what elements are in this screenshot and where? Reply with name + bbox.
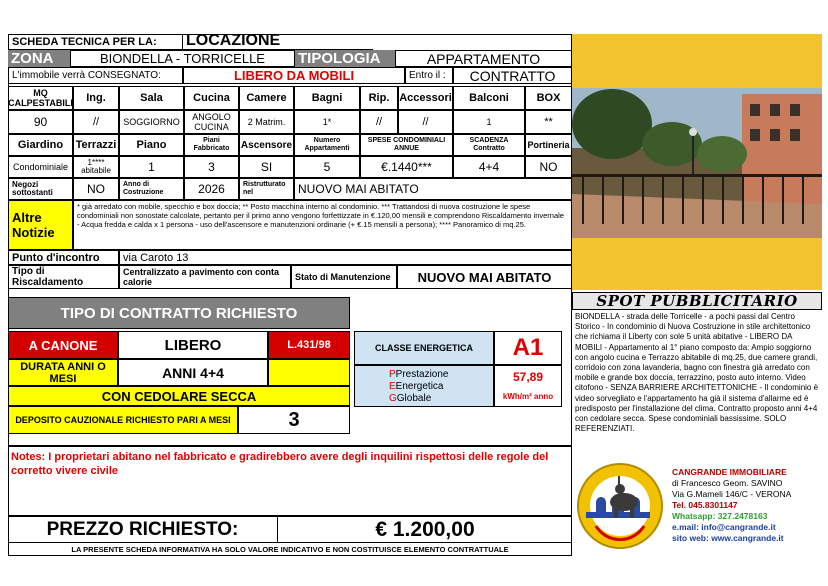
hdr-terrazzi: Terrazzi (73, 134, 119, 156)
zona-value: BIONDELLA - TORRICELLE (70, 50, 295, 67)
durata-label: DURATA ANNI O MESI (8, 359, 118, 386)
hdr-sala: Sala (119, 86, 184, 110)
negozi-value: NO (73, 178, 119, 200)
riscaldamento-label: Tipo di Riscaldamento (8, 265, 119, 289)
zona-label: ZONA (8, 50, 70, 67)
prestazione-line2: Energetica (395, 381, 444, 392)
val-scadenza: 4+4 (453, 156, 525, 178)
spot-title: SPOT PUBBLICITARIO (572, 292, 822, 310)
val-box: ** (525, 110, 572, 134)
incontro-label: Punto d'incontro (8, 250, 119, 265)
agency-logo (576, 462, 664, 550)
val-numero-appartamenti: 5 (294, 156, 360, 178)
legge-badge: L.431/98 (268, 331, 350, 359)
hdr-piano: Piano (119, 134, 184, 156)
cedolare-banner: CON CEDOLARE SECCA (8, 386, 350, 406)
hdr-balconi: Balconi (453, 86, 525, 110)
agency-address: Via G.Mameli 146/C - VERONA (672, 489, 792, 499)
agency-name: CANGRANDE IMMOBILIARE (672, 467, 787, 477)
durata-value: ANNI 4+4 (118, 359, 268, 386)
stato-value: NUOVO MAI ABITATO (397, 265, 572, 289)
val-camere: 2 Matrim. (239, 110, 294, 134)
val-mq: 90 (8, 110, 73, 134)
val-sala: SOGGIORNO (119, 110, 184, 134)
prestazione-line1: Prestazione (395, 369, 449, 380)
tipologia-label: TIPOLOGIA (295, 50, 395, 67)
val-accessori: // (398, 110, 453, 134)
val-spese: €.1440*** (360, 156, 453, 178)
hdr-cucina: Cucina (184, 86, 239, 110)
hdr-camere: Camere (239, 86, 294, 110)
val-ascensore: SI (239, 156, 294, 178)
prestazione-unit: kWh/m² anno (502, 391, 554, 401)
prestazione-line3: Globale (396, 393, 432, 404)
ristrutturato-value: NUOVO MAI ABITATO (294, 178, 572, 200)
anno-label: Anno di Costruzione (119, 178, 184, 200)
hdr-giardino: Giardino (8, 134, 73, 156)
entro-value: CONTRATTO (453, 67, 572, 84)
stato-label: Stato di Manutenzione (291, 265, 397, 289)
hdr-ascensore: Ascensore (239, 134, 294, 156)
ristrutturato-label: Ristrutturato nel (239, 178, 294, 200)
spot-text: BIONDELLA - strada delle Torricelle - a pochi passi dal Centro Storico - In condominio di Nuova Costruzione in stile architettonico che richiama il Liberty con sole 5 unità abitative - LIBERO DA MOBILI - Appartamento al 1° piano composto da: Ampio soggiorno con angolo cucina e Terrazzo abitabile di mq.25, due camere grandi, corridoio con zona lavanderia, bagno con finestra già arredato con mobile e grande box doccia, terrazzino, posto auto interno. Video citofono - SENZA BARRIERE ARCHITETTONICHE - Il condominio è video sorvegliato e l'appartamento ha già il sistema d'allarme ed è predisposto per l'installazione del clima. Contratto proposto anni 4+4 con cedolare secca. Spese condominiali bassissime. SOLO REFERENZIATI. (575, 312, 819, 434)
hdr-portineria: Portineria (525, 134, 572, 156)
anno-value: 2026 (184, 178, 239, 200)
val-piani-fabbricato: 3 (184, 156, 239, 178)
agency-website[interactable]: sito web: www.cangrande.it (672, 533, 784, 543)
classe-energetica-value: A1 (494, 331, 562, 365)
agency-email[interactable]: e.mail: info@cangrande.it (672, 522, 776, 532)
hdr-scadenza: SCADENZA Contratto (453, 134, 525, 156)
altre-notizie-label: Altre Notizie (8, 200, 73, 250)
deposito-value: 3 (238, 406, 350, 434)
entro-label: Entro il : (405, 67, 453, 84)
classe-energetica-label: CLASSE ENERGETICA (354, 331, 494, 365)
hdr-accessori: Accessori (398, 86, 453, 110)
val-cucina: ANGOLO CUCINA (184, 110, 239, 134)
val-piano: 1 (119, 156, 184, 178)
deposito-label: DEPOSITO CAUZIONALE RICHIESTO PARI A MESI (8, 406, 238, 434)
hdr-ing: Ing. (73, 86, 119, 110)
incontro-value: via Caroto 13 (119, 250, 572, 265)
prestazione-value: 57,89 (512, 370, 544, 384)
val-giardino: Condominiale (8, 156, 73, 178)
val-bagni: 1* (294, 110, 360, 134)
property-photo (572, 34, 822, 290)
disclaimer: LA PRESENTE SCHEDA INFORMATIVA HA SOLO VALORE INDICATIVO E NON COSTITUISCE ELEMENTO CONTRATTUALE (8, 542, 572, 556)
durata-extra (268, 359, 350, 386)
agency-tel: Tel. 045.8301147 (672, 500, 738, 510)
val-portineria: NO (525, 156, 572, 178)
agency-whatsapp: Whatsapp: 327.2478163 (672, 511, 768, 521)
agency-owner: di Francesco Geom. SAVINO (672, 478, 783, 488)
canone-label: A CANONE (8, 331, 118, 359)
consegnato-label: L'immobile verrà CONSEGNATO: (8, 67, 183, 84)
hdr-mq: MQ CALPESTABILI (8, 88, 73, 108)
negozi-label: Negozi sottostanti (8, 178, 73, 200)
contratto-title: TIPO DI CONTRATTO RICHIESTO (8, 297, 350, 329)
prestazione-label: PPrestazione EEnergetica GGlobale (354, 365, 494, 407)
val-balconi: 1 (453, 110, 525, 134)
hdr-rip: Rip. (360, 86, 398, 110)
val-rip: // (360, 110, 398, 134)
tipologia-value: APPARTAMENTO (395, 50, 572, 67)
scheda-label: SCHEDA TECNICA PER LA: (8, 34, 183, 50)
hdr-bagni: Bagni (294, 86, 360, 110)
prestazione-value-box (494, 365, 562, 407)
hdr-piani-fabbricato: Piani Fabbricato (184, 134, 239, 156)
prezzo-value: € 1.200,00 (278, 515, 572, 542)
hdr-box: BOX (525, 86, 572, 110)
prezzo-label: PREZZO RICHIESTO: (8, 515, 278, 542)
hdr-spese: SPESE CONDOMINIALI ANNUE (360, 134, 453, 156)
consegnato-value: LIBERO DA MOBILI (183, 67, 405, 84)
val-terrazzi: 1**** abitabile (73, 156, 119, 178)
hdr-numero-appartamenti: Numero Appartamenti (294, 134, 360, 156)
notes-text: Notes: I proprietari abitano nel fabbricato e gradirebbero avere degli inquilini rispettosi delle regole del corretto vivere civile (8, 445, 572, 515)
riscaldamento-value: Centralizzato a pavimento con conta calorie (119, 265, 291, 289)
locazione-title: LOCAZIONE (183, 32, 373, 50)
canone-value: LIBERO (118, 331, 268, 359)
val-ing: // (73, 110, 119, 134)
altre-notizie-text: * già arredato con mobile, specchio e box doccia; ** Posto macchina interno al condominio. *** Trattandosi di nuova costruzione le spese condominiali non sonostate calcolate, pertanto per il primo anno vengono forfettizzate in €.120,00 mensili e comprendono Riscaldamento invernale - Acqua fredda e calda x 1 persona - uso dell'ascensore e manutenzioni ordinarie (+ €.15 mensili a persona); **** Panoramico di mq.25. (73, 200, 572, 250)
